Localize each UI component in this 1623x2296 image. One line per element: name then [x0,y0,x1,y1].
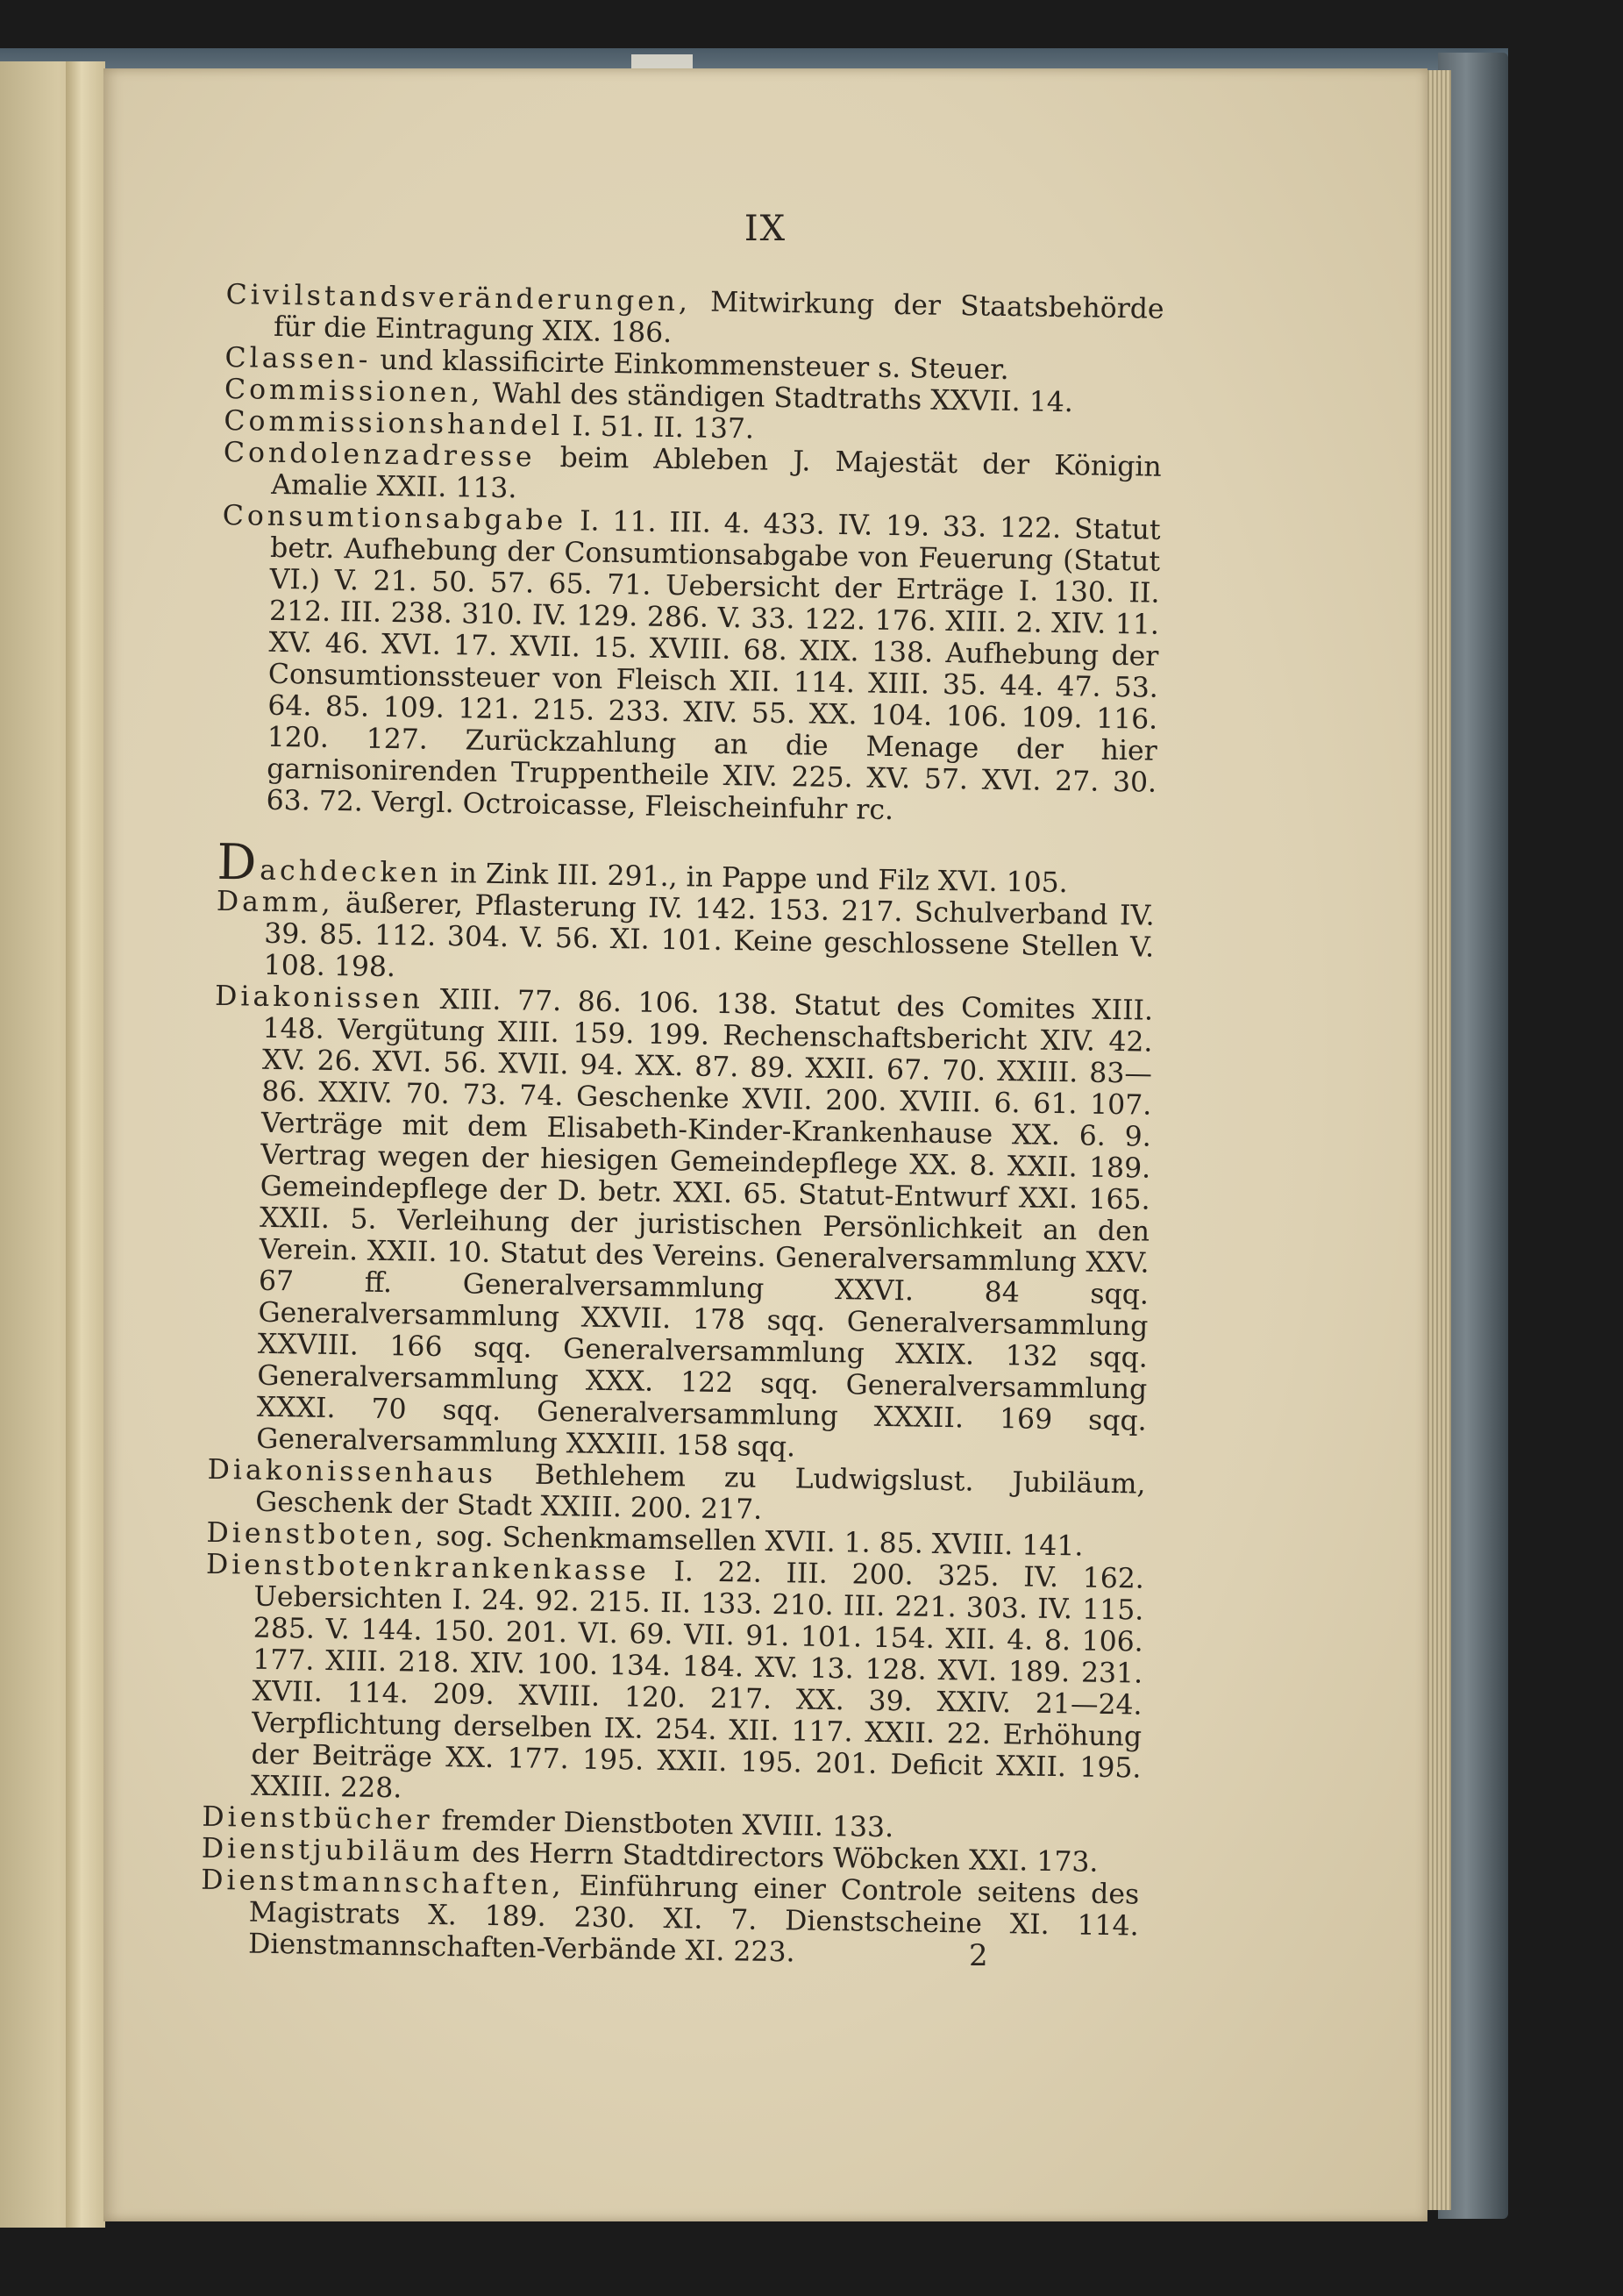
entry-text: I. 22. III. 200. 325. IV. 162. Uebersichten I. 24. 92. 215. II. 133. 210. III. 221. 303. IV. 115. 285. V. 144. 150. 201. VI. 69. VII. 91. 101. 154. XII. 4. 8. 106. 177. XIII. 218. XIV. 100. 134. 184. XV. 13. 128. XVI. 189. 231. XVII. 114. 209. XVIII. 120. 217. XX. 39. XXIV. 21—24. Verpflichtung derselben IX. 254. XII. 117. XXII. 22. Erhöhung der Beiträge XX. 177. 195. XXII. 195. 201. Deficit XXII. 195. XXIII. 228. [250,1555,1145,1805]
entry-heading: Civilstandsveränderungen, [225,279,692,318]
signature-mark: 2 [969,1938,988,1973]
section-initial: D [217,833,260,892]
entry-heading: Condolenzadresse [223,436,536,474]
entry-heading: Dienstbücher [202,1800,433,1836]
entry-heading: Consumtionsabgabe [222,499,567,538]
index-entry [203,1549,1144,1816]
entry-heading: Damm, [216,885,334,920]
entry-text: I. 11. III. 4. 433. IV. 19. 33. 122. Statut betr. Aufhebung der Consumtionsabgabe von Feuerung (Statut VI.) V. 21. 50. 57. 65. 71. Uebersicht der Erträge I. 130. II. 212. III. 238. 310. IV. 129. 286. V. 33. 122. 176. XIII. 2. XIV. 11. XV. 46. XVI. 17. XVII. 15. XVIII. 68. XIX. 138. Aufhebung der Consumtionssteuer von Fleisch XII. 114. XIII. 35. 44. 47. 53. 64. 85. 109. 121. 215. 233. XIV. 55. XX. 104. 106. 109. 116. 120. 127. Zurückzahlung an die Menage der hier garnisonirenden Truppentheile XIV. 225. XV. 57. XVI. 27. 30. 63. 72. Vergl. Octroicasse, Fleischeinfuhr rc. [266,505,1161,827]
page-block-edge [1425,70,1451,2210]
entry-text: sog. Schenkmamsellen XVII. 1. 85. XVIII. 141. [427,1520,1084,1563]
entry-text: und klassificirte Einkommensteuer s. Steuer. [371,344,1009,387]
entry-heading: Dienstboten, [206,1516,428,1552]
entry-text: in Zink III. 291., in Pappe und Filz XVI. 105. [441,857,1068,900]
entry-text: des Herrn Stadtdirectors Wöbcken XXI. 173. [462,1836,1099,1879]
entry-text: Einführung einer Controle seitens des Magistrats X. 189. 230. XI. 7. Dienstscheine XI. 114. Dienstmannschaften-Verbände XI. 223. [247,1870,1140,1969]
entry-text: Bethlehem zu Ludwigslust. Jubiläum, Geschenk der Stadt XXIII. 200. 217. [254,1458,1146,1526]
entry-heading: Diakonissen [214,980,424,1016]
entry-text: beim Ableben J. Majestät der Königin Amalie XXII. 113. [271,441,1163,505]
entry-heading: Commissionen, [224,373,484,410]
entry-heading: Dienstjubiläum [201,1832,464,1869]
entry-heading: Dienstmannschaften, [201,1864,566,1902]
index-list [200,279,1164,1974]
book-gutter [66,61,105,2228]
entry-text: äußerer, Pflasterung IV. 142. 153. 217. Schulverband IV. 39. 85. 112. 304. V. 56. XI. 101. Keine geschlossene Stellen V. 108. 198. [263,888,1155,984]
entry-text: fremder Dienstboten XVIII. 133. [432,1804,894,1844]
index-entry [215,886,1155,995]
index-entry [217,500,1161,831]
entry-text: XIII. 77. 86. 106. 138. Statut des Comites XIII. 148. Vergütung XIII. 159. 199. Rechenschaftsbericht XIV. 42. XV. 26. XVI. 56. XVII. 94. XX. 87. 89. XXII. 67. 70. XXIII. 83—86. XXIV. 70. 73. 74. Geschenke XVII. 200. XVIII. 6. 61. 107. Verträge mit dem Elisabeth-Kinder-Krankenhause XX. 6. 9. Vertrag wegen der hiesigen Gemeindepflege XX. 8. XXII. 189. Gemeindepflege der D. betr. XXI. 65. Statut-Entwurf XXI. 165. XXII. 5. Verleihung der juristischen Persönlichkeit an den Verein. XXII. 10. Statut des Vereins. Generalversammlung XXV. 67 ff. Generalversammlung XXVI. 84 sqq. Generalversammlung XXVII. 178 sqq. Generalversammlung XXVIII. 166 sqq. Generalversammlung XXIX. 132 sqq. Generalversammlung XXX. 122 sqq. Generalversammlung XXXI. 70 sqq. Generalversammlung XXXII. 169 sqq. Generalversammlung XXXIII. 158 sqq. [255,983,1154,1464]
entry-heading: Commissionshandel [224,404,564,443]
entry-heading: achdecken [260,854,442,889]
entry-heading: Diakonissenhaus [207,1453,497,1491]
entry-text: Mitwirkung der Staatsbehörde für die Eintragung XIX. 186. [273,286,1164,349]
page-number: IX [744,209,787,249]
entry-heading: Dienstbotenkrankenkasse [205,1548,651,1587]
index-entry [208,980,1153,1469]
entry-text: I. 51. II. 137. [563,410,755,446]
entry-heading: Classen- [224,341,372,376]
index-entry [200,1865,1140,1974]
entry-text: Wahl des ständigen Stadtraths XXVII. 14. [483,377,1074,419]
